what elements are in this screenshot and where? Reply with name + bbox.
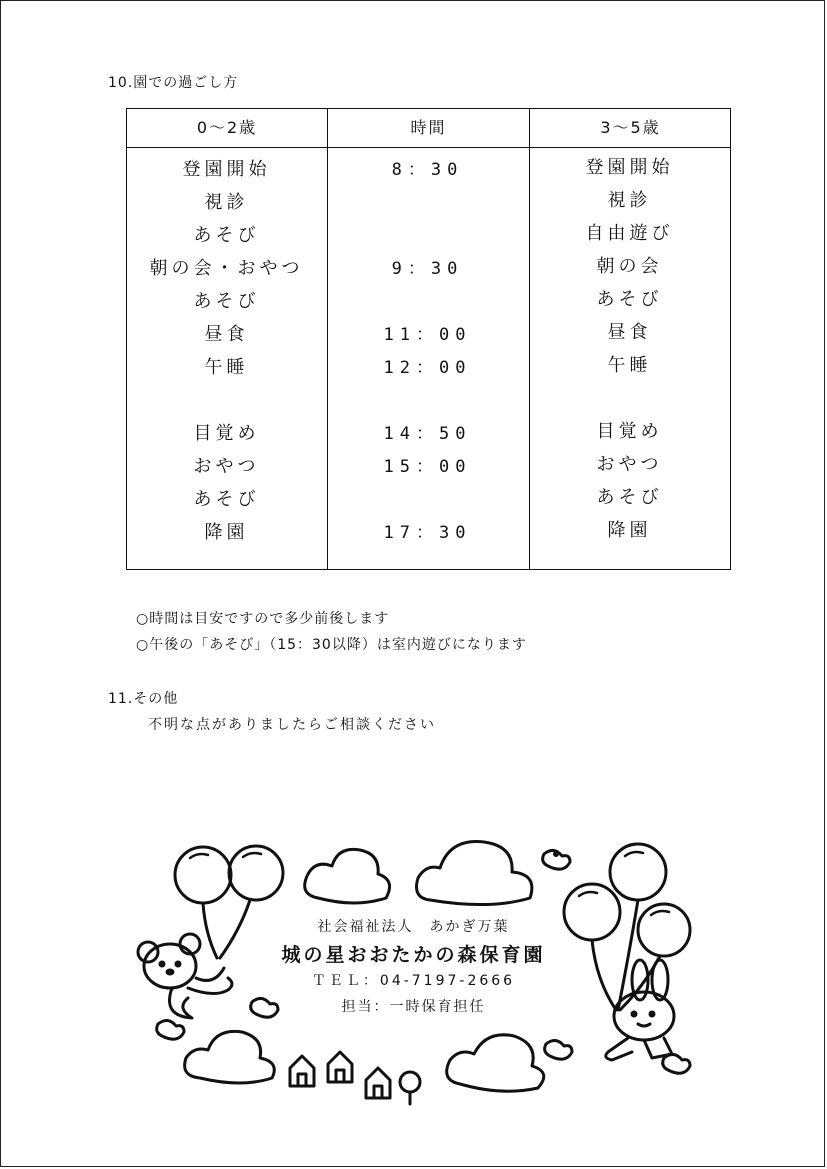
older-activity: 目覚め xyxy=(596,421,663,442)
nursery-name: 城の星おおたかの森保育園 xyxy=(281,944,546,966)
time-value: 9：30 xyxy=(391,259,464,279)
tree-icon xyxy=(400,1072,420,1104)
cloud-icon xyxy=(185,1031,275,1083)
infant-activity: 朝の会・おやつ xyxy=(149,258,304,279)
house-icon xyxy=(366,1068,390,1098)
older-activity: 朝の会 xyxy=(596,256,663,277)
section-10-heading: 10.園での過ごし方 xyxy=(108,75,239,91)
infant-activity xyxy=(126,386,327,416)
cloud-icon xyxy=(305,849,390,903)
infant-activity: おやつ xyxy=(193,456,260,477)
time-value xyxy=(327,221,528,251)
time-value: 17：30 xyxy=(383,523,472,543)
older-activity: 午睡 xyxy=(607,355,652,376)
bird-icon xyxy=(545,1040,572,1059)
bird-icon xyxy=(157,1020,184,1039)
infant-activity: あそび xyxy=(193,225,260,246)
note-afternoon-play: ○午後の「あそび」（15：30以降）は室内遊びになります xyxy=(136,637,527,653)
cloud-icon xyxy=(417,842,532,905)
infant-activity: あそび xyxy=(193,489,260,510)
time-value: 8：30 xyxy=(391,160,464,180)
note-time-guideline: ○時間は目安ですので多少前後します xyxy=(136,611,390,627)
infant-activity: 目覚め xyxy=(193,423,260,444)
time-value: 15：00 xyxy=(383,457,472,477)
older-activity: 視診 xyxy=(607,190,652,211)
time-value: 14：50 xyxy=(383,424,472,444)
time-value: 12：00 xyxy=(383,358,472,378)
older-activity: 自由遊び xyxy=(585,223,674,244)
infant-activity: 昼食 xyxy=(204,324,249,345)
section-11-heading: 11.その他 xyxy=(108,691,179,707)
time-value xyxy=(327,188,528,218)
house-icon xyxy=(328,1052,352,1082)
header-time: 時間 xyxy=(410,118,447,137)
infant-activity: あそび xyxy=(193,291,260,312)
older-activity xyxy=(529,384,730,414)
header-infant: 0〜2歳 xyxy=(196,118,258,137)
older-activity: 降園 xyxy=(607,520,652,541)
infant-activity: 視診 xyxy=(204,192,249,213)
infant-activity: 登園開始 xyxy=(182,159,271,180)
older-activity: おやつ xyxy=(596,454,663,475)
older-activity: あそび xyxy=(596,487,663,508)
time-value xyxy=(327,386,528,416)
contact-message: 不明な点がありましたらご相談ください xyxy=(148,717,436,733)
time-value xyxy=(327,485,528,515)
infant-activity: 午睡 xyxy=(204,357,249,378)
house-icon xyxy=(290,1056,314,1086)
cloud-icon xyxy=(447,1035,544,1091)
org-name: 社会福祉法人 あかぎ万葉 xyxy=(317,919,510,935)
older-activity: 昼食 xyxy=(607,322,652,343)
header-older: 3〜5歳 xyxy=(600,118,661,137)
time-value: 11：00 xyxy=(383,325,472,345)
older-activity: 登園開始 xyxy=(585,157,674,178)
time-value xyxy=(327,287,528,317)
contact-person: 担当：一時保育担任 xyxy=(341,999,486,1015)
telephone: ＴＥＬ：04-7197-2666 xyxy=(311,973,516,989)
infant-activity: 降園 xyxy=(204,522,249,543)
older-activity: あそび xyxy=(596,289,663,310)
bird-icon xyxy=(543,850,570,869)
bird-icon xyxy=(663,1054,690,1073)
